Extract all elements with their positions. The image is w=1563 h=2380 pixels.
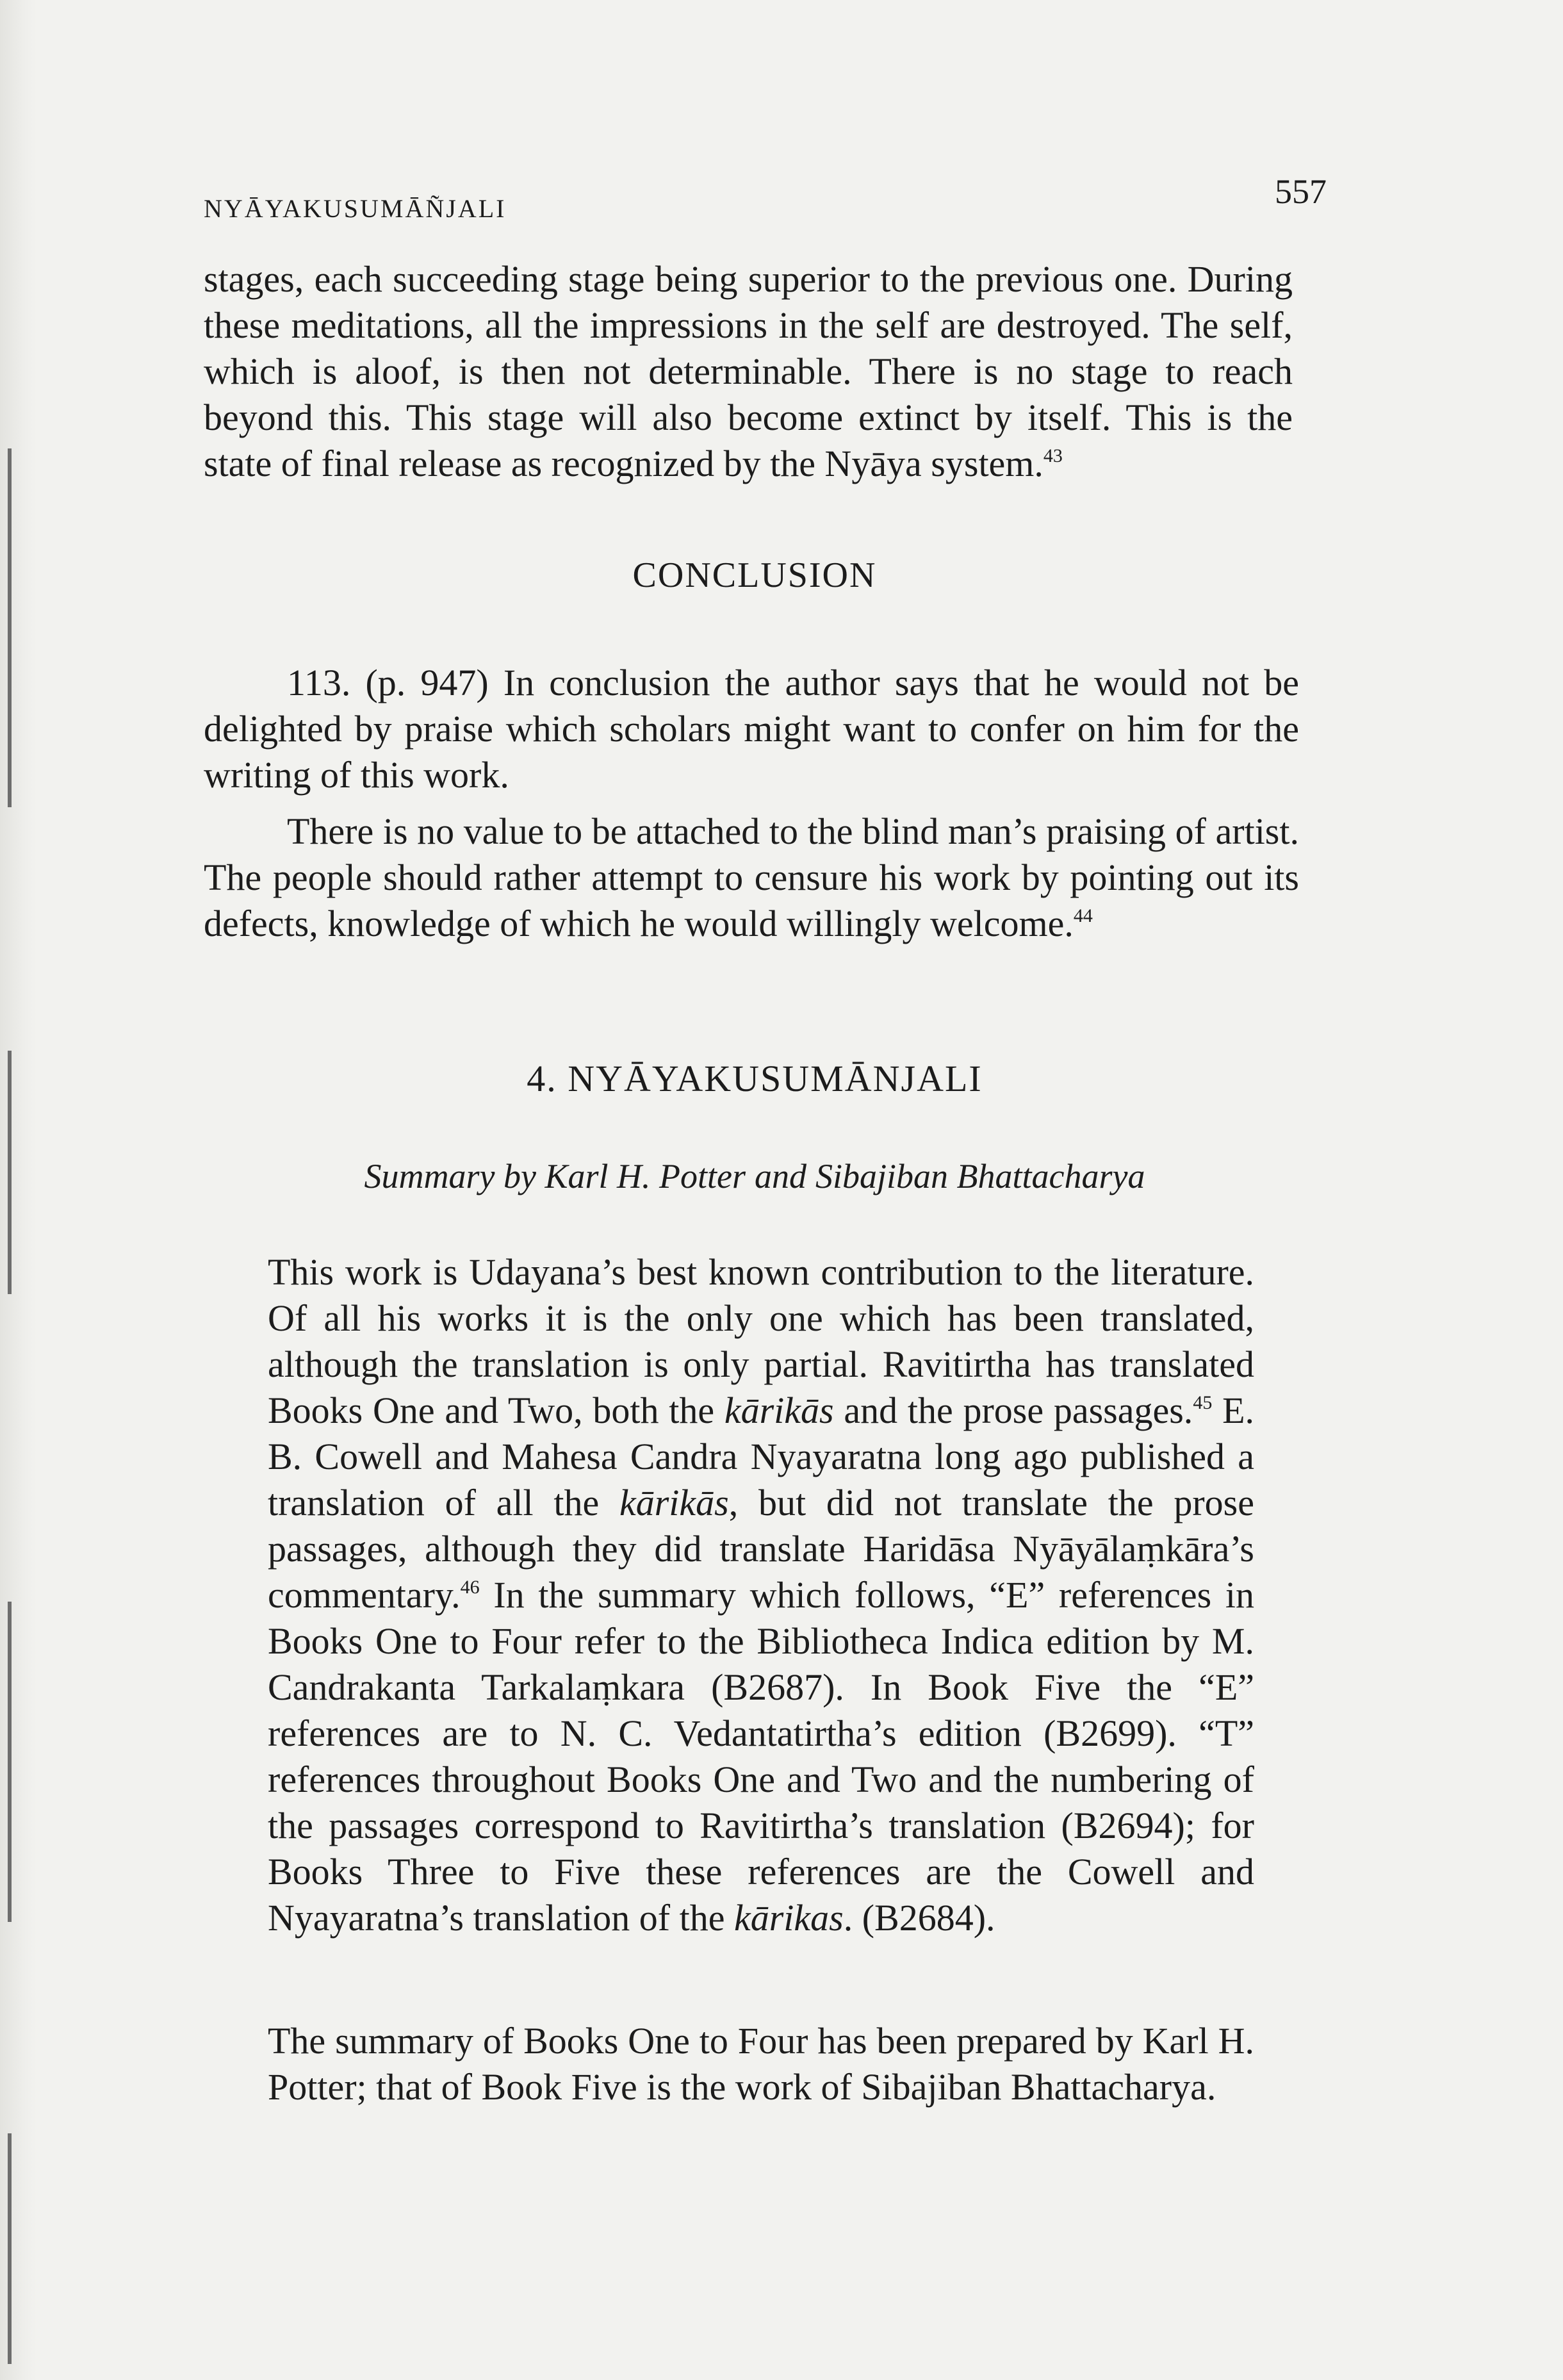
karikas-term: kārikas: [733, 1897, 844, 1939]
summary-text-a: This work is Udayana’s best known contribution to the literature. Of all his works it is the only one which has been translated, although the translation is only partial. Ravitirtha has translated Books One and Two, both the: [268, 1251, 1254, 1431]
summary-text-c: E. B. Cowell and Mahesa Candra Nyayaratna long ago published a translation of all the: [268, 1390, 1255, 1523]
conclusion-paragraph-2: [204, 808, 1299, 947]
page-number: 557: [1275, 172, 1327, 211]
footnote-ref: 46: [460, 1577, 480, 1598]
conclusion-text-2: There is no value to be attached to the blind man’s praising of artist. The people should rather attempt to censure his work by pointing out its defects, knowledge of which he would willingly welcome.: [204, 810, 1299, 944]
binding-shadow-mark: [8, 1051, 12, 1294]
conclusion-text-1: 113. (p. 947) In conclusion the author says that he would not be delighted by praise which scholars might want to confer on him for the writing of this work.: [204, 662, 1299, 796]
binding-shadow-mark: [8, 448, 12, 807]
summary-text-f: . (B2684).: [843, 1897, 995, 1939]
intro-paragraph: [204, 256, 1293, 487]
summary-byline: [204, 1156, 1305, 1196]
byline-author-1: Karl H. Potter: [544, 1157, 746, 1195]
karikas-term: kārikās: [619, 1482, 729, 1523]
byline-conjunction: and: [755, 1157, 806, 1195]
footnote-ref: 45: [1193, 1392, 1213, 1413]
byline-author-2: Sibajiban Bhattacharya: [815, 1157, 1145, 1195]
summary-paragraph-1: [268, 1249, 1254, 1941]
intro-text: stages, each succeeding stage being superior to the previous one. During these meditations, all the impressions in the self are destroyed. The self, which is aloof, is then not determinable. There is no stage to reach beyond this. This stage will also become extinct by itself. This is the state of final release as recognized by the Nyāya system.: [204, 258, 1293, 484]
summary-paragraph-2: [268, 2018, 1254, 2110]
binding-shadow-mark: [8, 2133, 12, 2364]
conclusion-heading: CONCLUSION: [632, 555, 877, 595]
section-heading: 4. NYĀYAKUSUMĀNJALI: [527, 1058, 983, 1099]
summary-text-e: In the summary which follows, “E” references in Books One to Four refer to the Bibliotheca Indica edition by M. Candrakanta Tarkalaṃkara (B2687). In Book Five the “E” references are to N. C. Vedantatirtha’s edition (B2699). “T” references throughout Books One and Two and the numbering of the passages correspond to Ravitirtha’s translation (B2694); for Books Three to Five these references are the Cowell and Nyayaratna’s translation of the: [268, 1574, 1254, 1939]
summary-text-2: The summary of Books One to Four has been prepared by Karl H. Potter; that of Book Five is the work of Sibajiban Bhattacharya.: [268, 2020, 1254, 2108]
running-head: NYĀYAKUSUMĀÑJALI: [204, 194, 507, 223]
footnote-ref: 44: [1073, 905, 1093, 926]
conclusion-paragraph-1: [204, 660, 1299, 798]
byline-prefix: Summary by: [364, 1157, 536, 1195]
footnote-ref: 43: [1043, 445, 1063, 466]
summary-text-b: and the prose passages.: [844, 1390, 1193, 1431]
karikas-term: kārikās: [724, 1390, 834, 1431]
binding-shadow-mark: [8, 1602, 12, 1922]
summary-text-d: , but did not translate the prose passages, although they did translate Haridāsa Nyāyālaṃkāra’s commentary.: [268, 1482, 1254, 1616]
scan-binding-edge: [0, 0, 37, 2380]
